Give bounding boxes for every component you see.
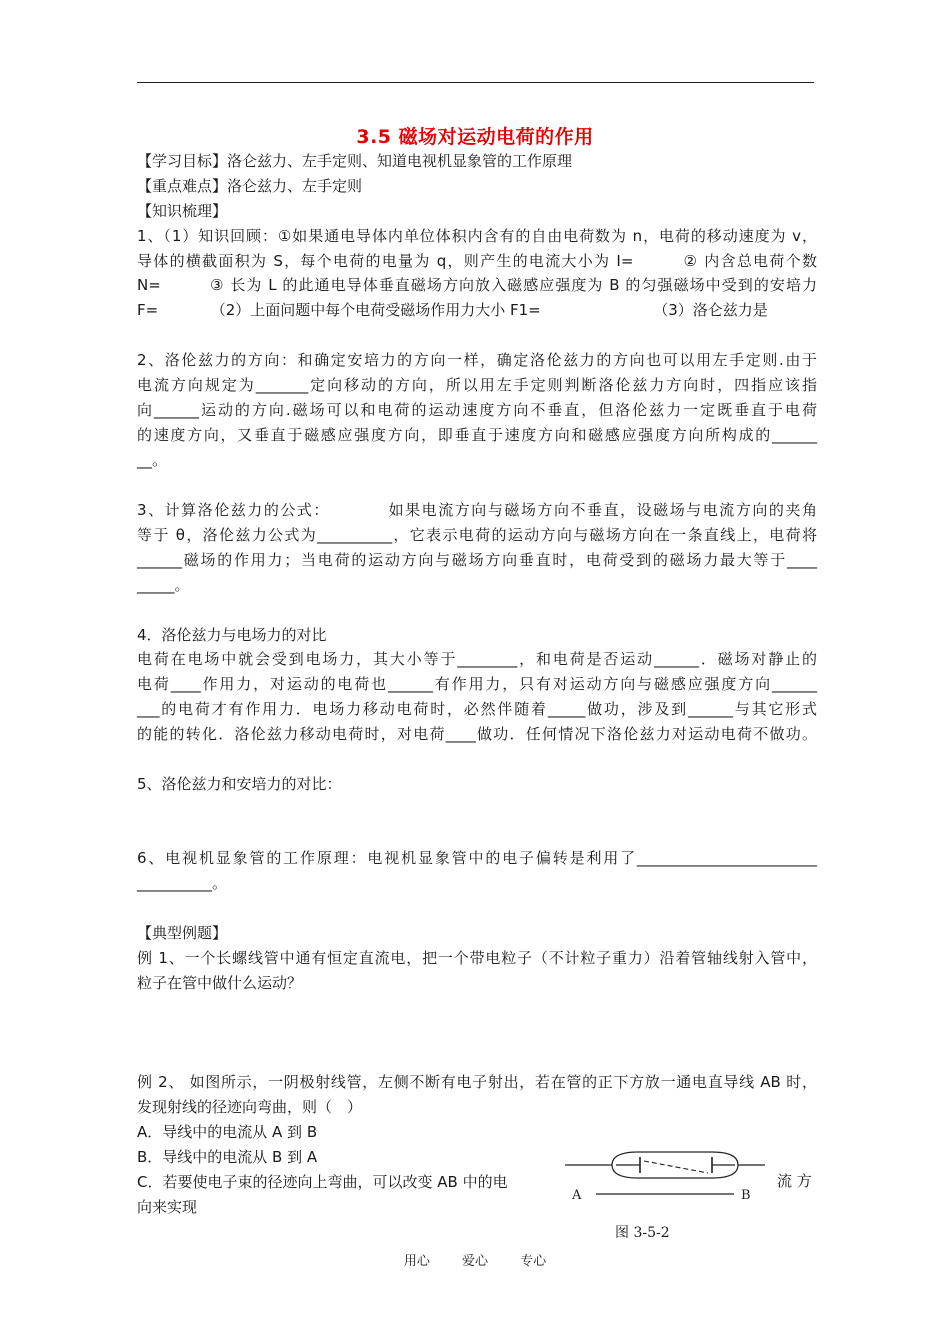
text-line: 导体的横截面积为 S，每个电荷的电量为 q，则产生的电流大小为 I= ② 内含总电荷个数 [137,252,817,270]
footer-item: 用心 [403,1254,430,1269]
footer-item: 专心 [520,1254,547,1269]
text-line: 【学习目标】洛仑兹力、左手定则、知道电视机显象管的工作原理 [137,152,573,170]
cathode-ray-tube-figure [560,1138,770,1220]
text-line: 例 1、一个长螺线管中通有恒定直流电，把一个带电粒子（不计粒子重力）沿着管轴线射入管中， [137,949,817,967]
text-line: 例 2、 如图所示，一阴极射线管，左侧不断有电子射出，若在管的正下方放一通电直导线 AB 时， [137,1073,817,1091]
text-line: 1、（1）知识回顾：①如果通电导体内单位体积内含有的自由电荷数为 n，电荷的移动速度为 v， [137,227,817,245]
text-line: 2、洛伦兹力的方向：和确定安培力的方向一样，确定洛伦兹力的方向也可以用左手定则.由于 [137,351,817,369]
text-line: B．导线中的电流从 B 到 A [137,1148,318,1166]
text-line: ______磁场的作用力；当电荷的运动方向与磁场方向垂直时，电荷受到的磁场力最大等于____ [137,551,817,569]
text-line: 发现射线的径迹向弯曲，则（ ） [137,1098,363,1116]
text-line: 等于 θ，洛伦兹力公式为__________，它表示电荷的运动方向与磁场方向在一条直线上，电荷将 [137,526,817,544]
text-line: _____。 [137,576,190,594]
figure-side-text: 流 方 [777,1172,812,1190]
text-line: 5、洛伦兹力和安培力的对比： [137,775,342,793]
text-line: 向______运动的方向.磁场可以和电荷的运动速度方向不垂直，但洛伦兹力一定既垂直于电荷 [137,401,817,419]
text-line: 4．洛伦兹力与电场力的对比 [137,626,327,644]
text-line: 的速度方向，又垂直于磁感应强度方向，即垂直于速度方向和磁感应强度方向所构成的______ [137,426,817,444]
text-line: C．若要使电子束的径迹向上弯曲，可以改变 AB 中的电 [137,1173,508,1191]
header-rule [137,82,814,83]
text-line: A．导线中的电流从 A 到 B [137,1123,318,1141]
text-line: 电流方向规定为_______定向移动的方向，所以用左手定则判断洛伦兹力方向时，四指应该指 [137,376,817,394]
text-line: 3、计算洛伦兹力的公式： 如果电流方向与磁场方向不垂直，设磁场与电流方向的夹角 [137,501,817,519]
text-line: 6、电视机显象管的工作原理：电视机显象管中的电子偏转是利用了________________________ [137,849,817,867]
text-line: 电荷在电场中就会受到电场力，其大小等于________，和电荷是否运动______．磁场对静止的 [137,650,817,668]
text-line: ___的电荷才有作用力．电场力移动电荷时，必然伴随着_____做功，涉及到______与其它形式 [137,700,817,718]
text-line: 【重点难点】洛仑兹力、左手定则 [137,177,363,195]
text-line: 【知识梳理】 [137,202,228,220]
text-line: 【典型例题】 [137,924,228,942]
figure-caption: 图 3-5-2 [615,1225,670,1241]
text-line: 粒子在管中做什么运动？ [137,974,303,992]
footer-item: 爱心 [461,1254,488,1269]
electron-beam [644,1161,708,1173]
text-line: N= ③ 长为 L 的此通电导体垂直磁场方向放入磁感应强度为 B 的匀强磁场中受到的安培力 [137,276,817,294]
text-line: 电荷____作用力，对运动的电荷也______有作用力，只有对运动方向与磁感应强度方向______ [137,675,817,693]
text-line: __。 [137,451,168,469]
text-line: F= （2）上面问题中每个电荷受磁场作用力大小 F1= （3）洛仑兹力是 [137,301,768,319]
page-footer [0,1250,950,1269]
label-a: A [572,1188,582,1203]
page-title: 3.5 磁场对运动电荷的作用 [356,126,594,148]
text-line: __________。 [137,874,228,892]
text-line: 的能的转化．洛伦兹力移动电荷时，对电荷____做功．任何情况下洛伦兹力对运动电荷不做功。 [137,725,817,743]
label-b: B [741,1188,751,1203]
text-line: 向来实现 [137,1198,198,1216]
